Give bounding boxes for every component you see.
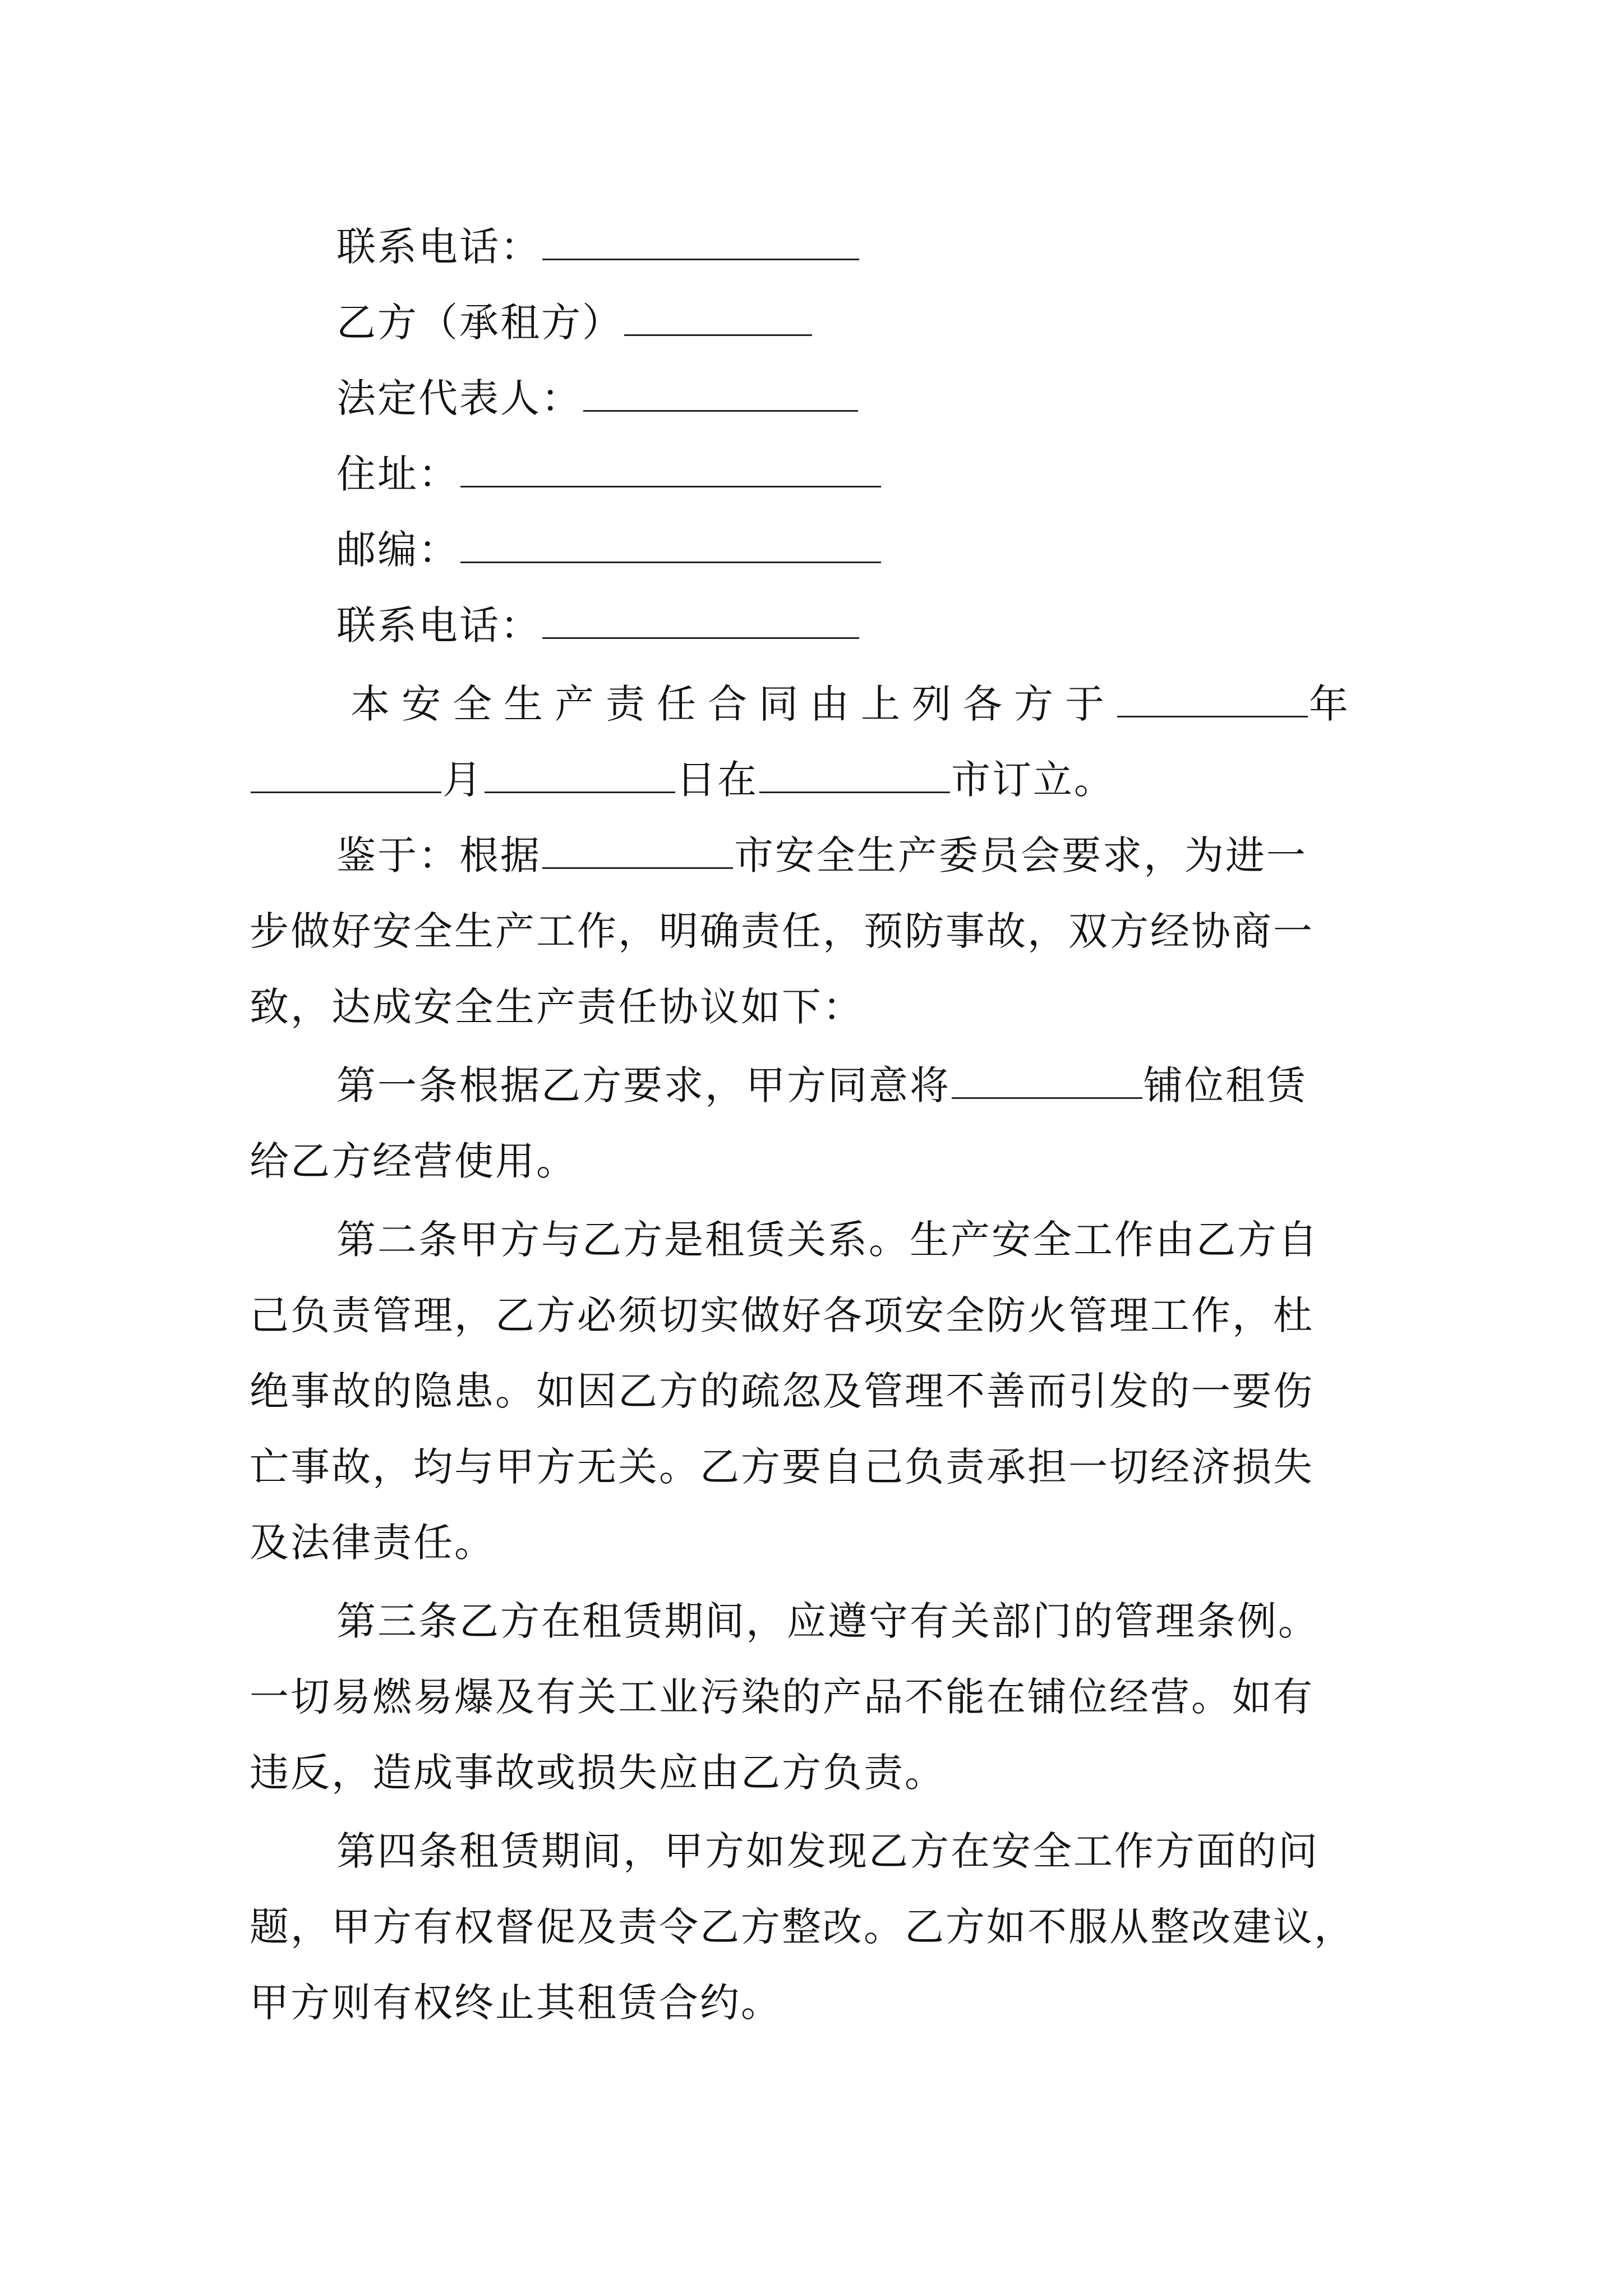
article-2-line-5: 及法律责任。 xyxy=(250,1520,495,1566)
whereas-line1-rest: 市安全生产委员会要求，为进一 xyxy=(734,832,1307,878)
article-1-end: 铺位租赁 xyxy=(1144,1062,1307,1108)
article-4-line-2: 题，甲方有权督促及责令乙方整改。乙方如不服从整改建议， xyxy=(250,1904,1355,1950)
party-a-phone-label: 联系电话： xyxy=(336,224,541,270)
intro-city-blank xyxy=(759,758,950,793)
intro-city-end: 市订立。 xyxy=(951,757,1115,803)
party-b-address-line xyxy=(336,446,882,502)
intro-day-label: 日在 xyxy=(676,757,758,803)
party-b-rep-label: 法定代表人： xyxy=(336,375,582,421)
party-b-title: 乙方（承租方） xyxy=(336,300,623,346)
party-b-postcode-blank xyxy=(460,528,881,563)
party-b-rep-line xyxy=(336,370,859,426)
intro-year-blank xyxy=(1117,682,1308,717)
party-b-postcode-line xyxy=(336,522,882,578)
party-b-postcode-label: 邮编： xyxy=(336,527,459,573)
intro-month-label: 月 xyxy=(442,757,483,803)
intro-line-2 xyxy=(250,752,1115,808)
party-b-title-line xyxy=(336,295,813,351)
intro-line-1 xyxy=(351,676,1360,732)
article-1-line-1 xyxy=(336,1057,1307,1114)
article-2-line-1: 第二条甲方与乙方是租赁关系。生产安全工作由乙方自 xyxy=(336,1217,1319,1263)
whereas-start: 鉴于：根据 xyxy=(336,832,541,878)
article-1-start: 第一条根据乙方要求，甲方同意将 xyxy=(336,1062,951,1108)
article-3-line-1: 第三条乙方在租赁期间，应遵守有关部门的管理条例。 xyxy=(336,1598,1319,1644)
whereas-line-1 xyxy=(336,827,1307,884)
party-b-phone-blank xyxy=(542,604,859,639)
whereas-city-blank xyxy=(542,834,733,869)
article-1-stall-blank xyxy=(952,1064,1142,1099)
party-b-phone-label: 联系电话： xyxy=(336,602,541,648)
article-3-line-2: 一切易燃易爆及有关工业污染的产品不能在铺位经营。如有 xyxy=(250,1674,1314,1720)
article-2-line-2: 己负责管理，乙方必须切实做好各项安全防火管理工作，杜 xyxy=(250,1292,1314,1338)
party-b-rep-blank xyxy=(583,376,858,412)
whereas-line-3: 致，达成安全生产责任协议如下： xyxy=(250,984,864,1030)
article-3-line-3: 违反，造成事故或损失应由乙方负责。 xyxy=(250,1750,946,1796)
article-2-line-4: 亡事故，均与甲方无关。乙方要自己负责承担一切经济损失 xyxy=(250,1444,1314,1490)
party-b-address-blank xyxy=(460,452,881,487)
party-b-address-label: 住址： xyxy=(336,451,459,497)
whereas-line-2: 步做好安全生产工作，明确责任，预防事故，双方经协商一 xyxy=(250,908,1314,954)
article-1-line-2: 给乙方经营使用。 xyxy=(250,1138,577,1184)
intro-year-label: 年 xyxy=(1309,681,1360,727)
party-a-phone-line xyxy=(336,219,860,275)
article-2-line-3: 绝事故的隐患。如因乙方的疏忽及管理不善而引发的一要伤 xyxy=(250,1368,1314,1414)
party-b-phone-line xyxy=(336,597,860,654)
party-a-phone-blank xyxy=(542,225,859,260)
article-4-line-1: 第四条租赁期间，甲方如发现乙方在安全工作方面的问 xyxy=(336,1828,1319,1874)
intro-day-blank xyxy=(485,758,675,793)
party-b-name-blank xyxy=(624,301,812,336)
article-4-line-3: 甲方则有权终止其租赁合约。 xyxy=(250,1980,782,2026)
intro-month-blank xyxy=(251,758,441,793)
intro-text: 本安全生产责任合同由上列各方于 xyxy=(351,681,1116,727)
